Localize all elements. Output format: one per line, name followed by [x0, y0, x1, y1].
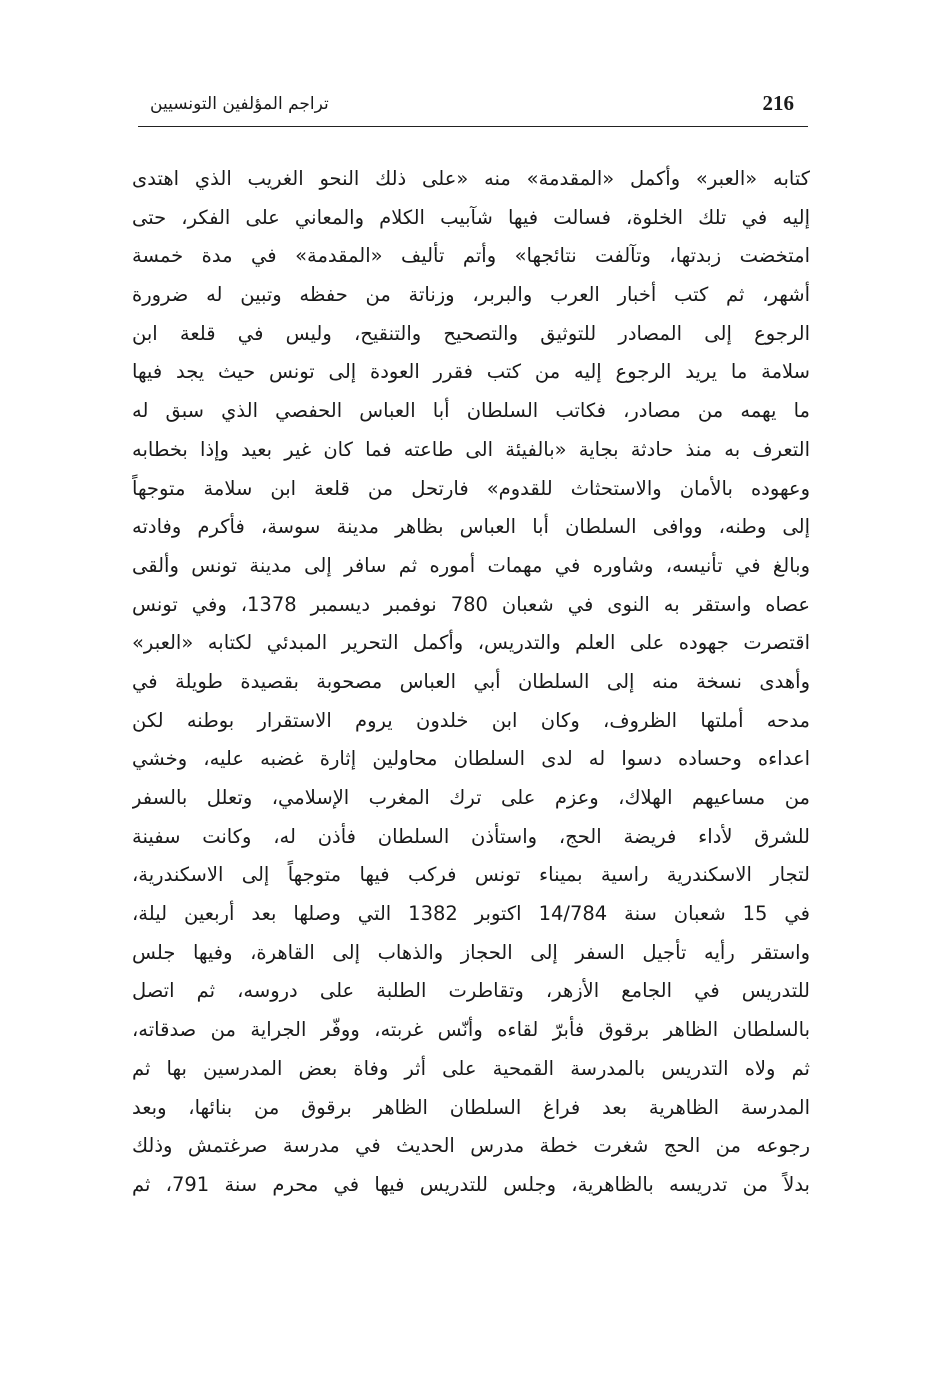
text-line: وبالغ في تأنيسه، وشاوره في مهمات أموره ثم سافر إلى مدينة تونس وألقى — [132, 553, 810, 577]
text-line: للشرق لأداء فريضة الحج، واستأذن السلطان فأذن له، وكانت سفينة — [132, 824, 810, 848]
text-line: وعهوده بالأمان والاستحثاث للقدوم» فارتحل من قلعة ابن سلامة متوجهاً — [132, 476, 810, 500]
text-line: عصاه واستقر به النوى في شعبان 780 نوفمبر ديسمبر 1378، وفي تونس — [132, 592, 810, 616]
text-line: للتدريس في الجامع الأزهر، وتقاطرت الطلبة على دروسه، ثم اتصل — [132, 979, 810, 1003]
text-line: سلامة ما يريد الرجوع إليه من كتب فقرر العودة إلى تونس حيث يجد فيها — [132, 360, 810, 384]
text-line: في 15 شعبان سنة 14/784 اكتوبر 1382 التي وصلها بعد أربعين ليلة، — [132, 902, 810, 926]
running-head: تراجم المؤلفين التونسيين — [150, 94, 329, 114]
text-line: التعرف به منذ حادثة بجاية «بالفيئة الى طاعته فما كان غير بعيد وإذا بخطابه — [132, 437, 810, 461]
text-line: اعداءه وحساده دسوا له لدى السلطان محاولين إثارة غضبه عليه، وخشي — [132, 747, 810, 771]
text-line: المدرسة الظاهرية بعد فراغ السلطان الظاهر برقوق من بنائها، وبعد — [132, 1095, 810, 1119]
text-line: ثم ولاه التدريس بالمدرسة القمحية على أثر وفاة بعض المدرسين بها ثم — [132, 1056, 810, 1080]
text-line: إليه في تلك الخلوة، فسالت فيها شآبيب الكلام والمعاني على الفكر، حتى — [132, 205, 810, 229]
text-line: رجوعه من الحج شغرت خطة مدرس الحديث في مدرسة صرغتمش وذلك — [132, 1134, 810, 1158]
text-line: بدلاً من تدريسه بالظاهرية، وجلس للتدريس فيها في محرم سنة 791، ثم — [132, 1172, 810, 1196]
page-header — [138, 82, 808, 126]
text-line: مدحه أملتها الظروف، وكان ابن خلدون يروم الاستقرار بوطنه لكن — [132, 708, 810, 732]
text-line: إلى وطنه، ووافى السلطان أبا العباس بظاهر مدينة سوسة، فأكرم وفادته — [132, 515, 810, 539]
text-line: امتخضت زبدتها، وتآلفت نتائجها» وأتم تأليف «المقدمة» في مدة خمسة — [132, 244, 810, 268]
text-line: الرجوع إلى المصادر للتوثيق والتصحيح والتنقيح، وليس في قلعة ابن — [132, 321, 810, 345]
text-line: لتجار الاسكندرية راسية بميناء تونس فركب فيها متوجهاً إلى الاسكندرية، — [132, 863, 810, 887]
text-line: من مساعيهم الهلاك، وعزم على ترك المغرب الإسلامي، وتعلل بالسفر — [132, 786, 810, 809]
body-text — [132, 160, 810, 1205]
text-line: أشهر، ثم كتب أخبار العرب والبربر، وزناتة من حفظه وتبين له ضرورة — [132, 283, 810, 307]
text-line: وأهدى نسخة منه إلى السلطان أبي العباس مصحوبة بقصيدة طويلة في — [132, 669, 810, 693]
text-line: واستقر رأيه تأجيل السفر إلى الحجاز والذهاب إلى القاهرة، وفيها جلس — [132, 940, 810, 964]
text-line: اقتصرت جهوده على العلم والتدريس، وأكمل التحرير المبدئي لكتابه «العبر» — [132, 631, 810, 655]
text-line: ما يهمه من مصادر، فكاتب السلطان أبا العباس الحفصي الذي سبق له — [132, 399, 810, 423]
text-line: بالسلطان الظاهر برقوق فأبرّ لقاءه وأنّس غربته، ووفّر الجراية من صدقاته، — [132, 1018, 810, 1042]
page-number: 216 — [762, 91, 794, 115]
header-rule — [138, 126, 808, 127]
text-line: كتابه «العبر» وأكمل «المقدمة» منه «على ذلك النحو الغريب الذي اهتدى — [132, 167, 810, 190]
